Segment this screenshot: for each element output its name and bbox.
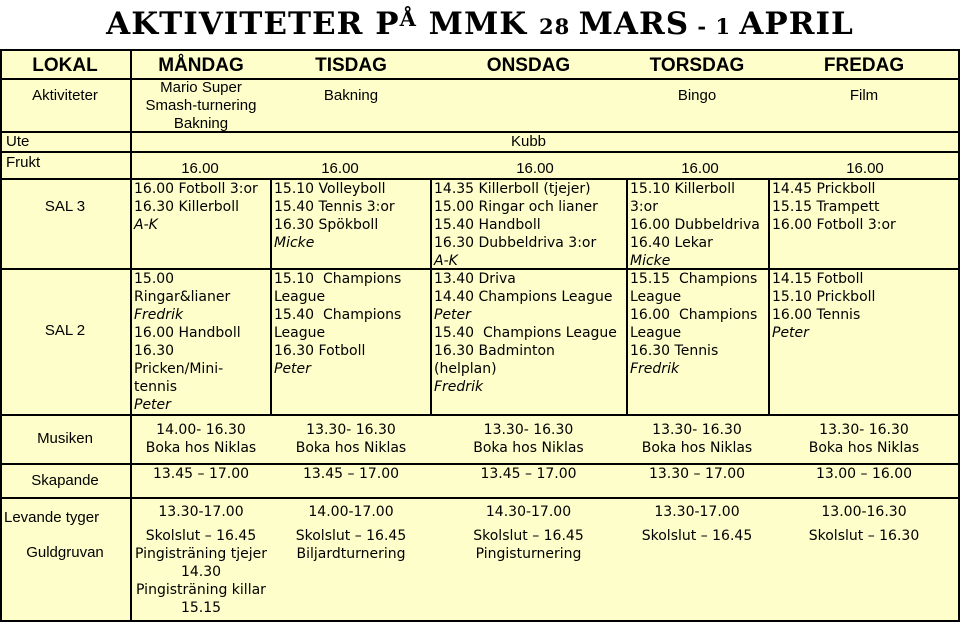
skapande-monday: 13.45 – 17.00 [152,466,250,482]
sal2-thursday-leader: Fredrik [630,361,680,377]
grid-line [626,178,628,414]
sal2-friday-leader: Peter [772,325,809,341]
sal2-monday-a: 15.00 Ringar&lianer [134,271,231,305]
levande-tuesday: 14.00-17.00 [308,504,394,520]
skapande-thursday: 13.30 – 17.00 [648,466,746,482]
sal3-monday: 16.00 Fotboll 3:or 16.30 Killerboll [134,181,258,215]
frukt-monday: 16.00 [181,160,219,177]
sal2-wednesday-a-leader: Peter [434,307,471,323]
sal2-thursday: 15.15 Champions League 16.00 Champions League 16.30 Tennis [630,271,758,359]
sal2-wednesday-a: 13.40 Driva 14.40 Champions League [434,271,613,305]
sal3-wednesday: 14.35 Killerboll (tjejer) 15.00 Ringar och lianer 15.40 Handboll 16.30 Dubbeldriva 3:or [434,181,598,251]
sal2-wednesday-b: 15.40 Champions League 16.30 Badminton (helplan) [434,325,617,377]
musiken-monday: 14.00- 16.30 Boka hos Niklas [145,422,257,456]
row-label-aktiviteter: Aktiviteter [32,87,98,104]
sal2-monday-a-leader: Fredrik [134,307,184,323]
header-thursday: TORSDAG [649,55,745,76]
grid-line [0,49,960,51]
levande-wednesday: 14.30-17.00 [485,504,572,520]
header-lokal: LOKAL [32,55,98,76]
frukt-friday: 16.00 [846,160,884,177]
frukt-thursday: 16.00 [681,160,719,177]
aktiviteter-tuesday: Bakning [323,87,379,104]
header-friday: FREDAG [823,55,905,76]
sal2-friday: 14.15 Fotboll 15.10 Prickboll 16.00 Tennis [772,271,876,323]
grid-line [0,151,960,153]
guldgruvan-tuesday: Skolslut – 16.45 Biljardturnering [295,528,407,562]
row-label-ute: Ute [6,133,30,150]
frukt-tuesday: 16.00 [321,160,359,177]
sal2-monday-b-leader: Peter [134,397,171,413]
guldgruvan-friday: Skolslut – 16.30 [808,528,920,544]
aktiviteter-thursday: Bingo [677,87,717,104]
sal3-monday-leader: A-K [134,217,158,233]
header-tuesday: TISDAG [315,55,387,76]
row-label-guldgruvan: Guldgruvan [26,544,104,561]
grid-line [270,178,272,414]
row-label-sal2: SAL 2 [44,322,86,339]
musiken-wednesday: 13.30- 16.30 Boka hos Niklas [473,422,584,456]
sal2-monday-b: 16.00 Handboll 16.30 Pricken/Mini- tennis [134,325,241,395]
skapande-tuesday: 13.45 – 17.00 [302,466,400,482]
grid-line [0,497,960,499]
levande-friday: 13.00-16.30 [821,504,907,520]
sal2-tuesday-leader: Peter [274,361,311,377]
guldgruvan-monday: Skolslut – 16.45 Pingisträning tjejer 14.30 Pingisträning killar 15.15 [134,528,267,616]
row-label-levande-tyger: Levande tyger [4,509,100,526]
sal3-tuesday-leader: Micke [274,235,315,251]
row-label-musiken: Musiken [37,430,93,447]
skapande-friday: 13.00 – 16.00 [815,466,913,482]
row-label-frukt: Frukt [6,154,41,171]
row-label-sal3: SAL 3 [44,198,86,215]
musiken-tuesday: 13.30- 16.30 Boka hos Niklas [295,422,407,456]
grid-line [768,178,770,414]
sal3-thursday-leader: Micke [630,253,671,269]
grid-line [0,414,960,416]
sal3-tuesday: 15.10 Volleyboll 15.40 Tennis 3:or 16.30 Spökboll [274,181,395,233]
sal2-wednesday-b-leader: Fredrik [434,379,484,395]
aktiviteter-friday: Film [849,87,879,104]
musiken-thursday: 13.30- 16.30 Boka hos Niklas [641,422,753,456]
musiken-friday: 13.30- 16.30 Boka hos Niklas [808,422,920,456]
grid-line [430,178,432,414]
guldgruvan-wednesday: Skolslut – 16.45 Pingisturnering [473,528,584,562]
frukt-wednesday: 16.00 [516,160,554,177]
levande-thursday: 13.30-17.00 [654,504,740,520]
page-title: AKTIVITETER $P^Å$ MMK 28 MARS - 1 APRIL [106,6,854,42]
skapande-wednesday: 13.45 – 17.00 [480,466,577,482]
row-label-skapande: Skapande [31,472,99,489]
sal3-wednesday-leader: A-K [434,253,458,269]
aktiviteter-monday: Mario Super Smash-turnering Bakning [145,79,257,132]
header-monday: MÅNDAG [158,55,244,76]
guldgruvan-thursday: Skolslut – 16.45 [641,528,753,544]
levande-monday: 13.30-17.00 [158,504,244,520]
sal3-thursday: 15.10 Killerboll 3:or 16.00 Dubbeldriva 16.40 Lekar [630,181,760,251]
sal3-friday: 14.45 Prickboll 15.15 Trampett 16.00 Fotboll 3:or [772,181,896,233]
ute-wednesday: Kubb [510,133,547,150]
header-wednesday: ONSDAG [486,55,571,76]
sal2-tuesday: 15.10 Champions League 15.40 Champions League 16.30 Fotboll [274,271,402,359]
